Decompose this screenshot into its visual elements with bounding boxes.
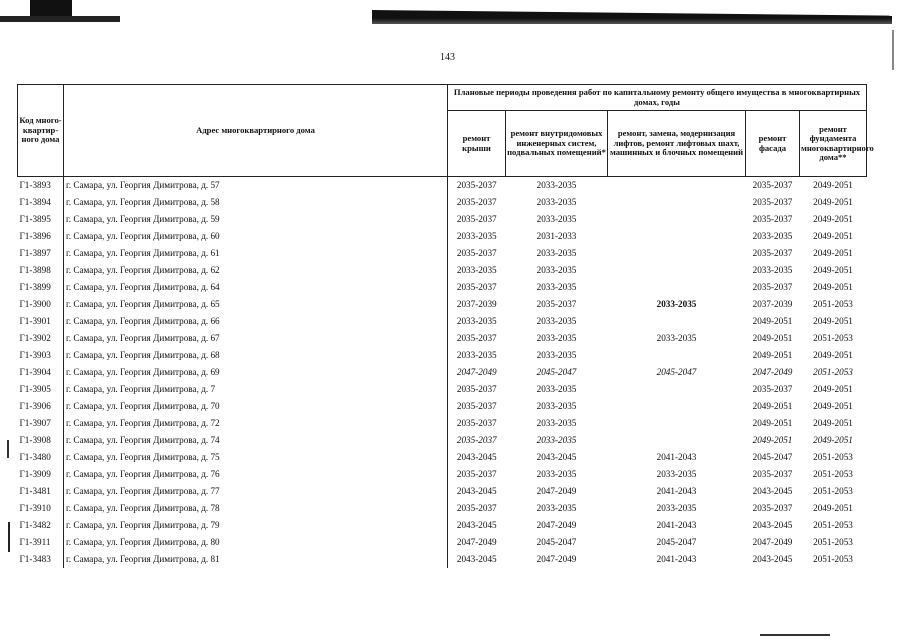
row-code: Г1-3895 [19,214,51,225]
row-engineering: 2047-2049 [536,554,577,565]
row-elevators [608,279,746,296]
row-elevators [608,432,746,449]
row-address: г. Самара, ул. Георгия Димитрова, д. 70 [64,398,448,415]
table-row [18,381,867,398]
row-engineering: 2045-2047 [536,537,577,548]
row-elevators [608,262,746,279]
row-address: г. Самара, ул. Георгия Димитрова, д. 61 [64,245,448,262]
row-engineering: 2033-2035 [536,214,577,225]
row-foundation: 2049-2051 [813,418,853,429]
scan-artifact [7,440,9,458]
row-address: г. Самара, ул. Георгия Димитрова, д. 77 [64,483,448,500]
row-roof: 2035-2037 [448,194,506,211]
row-roof: 2035-2037 [448,500,506,517]
row-elevators [608,211,746,228]
row-elevators [608,347,746,364]
row-foundation: 2051-2053 [813,452,853,463]
row-roof: 2033-2035 [448,313,506,330]
row-engineering: 2031-2033 [536,231,577,242]
scan-artifact [0,16,120,22]
row-engineering: 2033-2035 [536,180,577,191]
row-address: г. Самара, ул. Георгия Димитрова, д. 69 [64,364,448,381]
header-address: Адрес многоквартирного дома [64,85,448,177]
row-engineering: 2033-2035 [536,401,577,412]
table-row [18,500,867,517]
row-foundation: 2049-2051 [813,316,853,327]
row-address: г. Самара, ул. Георгия Димитрова, д. 80 [64,534,448,551]
row-facade: 2035-2037 [752,214,793,225]
row-code: Г1-3893 [19,180,51,191]
row-address: г. Самара, ул. Георгия Димитрова, д. 66 [64,313,448,330]
row-foundation: 2051-2053 [813,554,853,565]
row-foundation: 2051-2053 [813,520,853,531]
row-elevators: 2041-2043 [656,554,697,565]
row-foundation: 2049-2051 [813,265,853,276]
row-foundation: 2049-2051 [813,282,853,293]
row-engineering: 2033-2035 [536,503,577,514]
row-address: г. Самара, ул. Георгия Димитрова, д. 62 [64,262,448,279]
row-engineering: 2033-2035 [536,197,577,208]
table-row [18,228,867,245]
row-roof: 2047-2049 [448,534,506,551]
table-row [18,466,867,483]
row-address: г. Самара, ул. Георгия Димитрова, д. 81 [64,551,448,568]
row-foundation: 2051-2053 [813,333,853,344]
row-roof: 2035-2037 [448,211,506,228]
table-row [18,551,867,568]
row-code: Г1-3905 [19,384,51,395]
row-code: Г1-3894 [19,197,51,208]
row-foundation: 2049-2051 [813,503,853,514]
row-code: Г1-3907 [19,418,51,429]
row-facade: 2049-2051 [752,418,793,429]
row-roof: 2033-2035 [448,347,506,364]
row-foundation: 2051-2053 [813,537,853,548]
row-elevators: 2041-2043 [656,486,697,497]
row-engineering: 2033-2035 [536,333,577,344]
row-elevators: 2041-2043 [656,520,697,531]
row-foundation: 2049-2051 [813,197,853,208]
row-elevators [608,415,746,432]
row-address: г. Самара, ул. Георгия Димитрова, д. 72 [64,415,448,432]
table-row [18,177,867,195]
row-address: г. Самара, ул. Георгия Димитрова, д. 59 [64,211,448,228]
row-roof: 2043-2045 [448,449,506,466]
row-roof: 2035-2037 [448,245,506,262]
row-foundation: 2049-2051 [813,350,853,361]
row-facade: 2033-2035 [752,265,793,276]
row-address: г. Самара, ул. Георгия Димитрова, д. 78 [64,500,448,517]
row-address: г. Самара, ул. Георгия Димитрова, д. 64 [64,279,448,296]
row-facade: 2035-2037 [752,282,793,293]
row-code: Г1-3483 [19,554,51,565]
header-code: Код много-квартир-ного дома [18,85,64,177]
row-foundation: 2051-2053 [813,367,853,378]
row-address: г. Самара, ул. Георгия Димитрова, д. 67 [64,330,448,347]
row-code: Г1-3899 [19,282,51,293]
header-group: Плановые периоды проведения работ по капитальному ремонту общего имущества в многоквартирных домах, годы [448,85,867,111]
row-facade: 2035-2037 [752,197,793,208]
row-engineering: 2033-2035 [536,418,577,429]
row-roof: 2035-2037 [448,415,506,432]
row-roof: 2035-2037 [448,466,506,483]
row-address: г. Самара, ул. Георгия Димитрова, д. 68 [64,347,448,364]
row-roof: 2047-2049 [448,364,506,381]
row-facade: 2035-2037 [752,180,793,191]
row-roof: 2033-2035 [448,228,506,245]
row-engineering: 2035-2037 [536,299,577,310]
row-facade: 2043-2045 [752,520,793,531]
row-address: г. Самара, ул. Георгия Димитрова, д. 7 [64,381,448,398]
table-row [18,330,867,347]
row-facade: 2035-2037 [752,503,793,514]
table-row [18,534,867,551]
row-foundation: 2049-2051 [813,214,853,225]
row-code: Г1-3903 [19,350,51,361]
table-row [18,262,867,279]
row-address: г. Самара, ул. Георгия Димитрова, д. 75 [64,449,448,466]
table-row [18,347,867,364]
row-facade: 2049-2051 [752,316,793,327]
row-facade: 2049-2051 [752,350,793,361]
row-elevators: 2045-2047 [656,367,697,378]
row-code: Г1-3897 [19,248,51,259]
table-row [18,483,867,500]
row-engineering: 2047-2049 [536,520,577,531]
row-engineering: 2033-2035 [536,316,577,327]
row-foundation: 2051-2053 [813,299,853,310]
table-row [18,313,867,330]
table-row [18,364,867,381]
header-engineering: ремонт внутридомовых инженерных систем, подвальных помещений* [506,111,608,177]
scan-artifact [8,522,10,552]
row-foundation: 2049-2051 [813,180,853,191]
row-foundation: 2049-2051 [813,248,853,259]
row-code: Г1-3901 [19,316,51,327]
table-row [18,194,867,211]
row-roof: 2035-2037 [448,279,506,296]
row-roof: 2043-2045 [448,551,506,568]
row-facade: 2045-2047 [752,452,793,463]
row-foundation: 2049-2051 [813,384,853,395]
row-address: г. Самара, ул. Георгия Димитрова, д. 74 [64,432,448,449]
row-code: Г1-3904 [19,367,51,378]
row-elevators [608,194,746,211]
row-elevators [608,177,746,195]
row-elevators [608,313,746,330]
row-foundation: 2049-2051 [813,435,853,446]
table-row [18,211,867,228]
page-number: 143 [440,52,455,63]
scan-artifact [372,10,892,24]
row-engineering: 2033-2035 [536,435,577,446]
row-elevators [608,398,746,415]
row-facade: 2047-2049 [752,367,793,378]
row-elevators [608,245,746,262]
row-facade: 2037-2039 [752,299,793,310]
row-address: г. Самара, ул. Георгия Димитрова, д. 65 [64,296,448,313]
row-engineering: 2033-2035 [536,248,577,259]
row-code: Г1-3480 [19,452,51,463]
row-roof: 2037-2039 [448,296,506,313]
table-row [18,398,867,415]
row-address: г. Самара, ул. Георгия Димитрова, д. 58 [64,194,448,211]
row-foundation: 2049-2051 [813,231,853,242]
row-engineering: 2045-2047 [536,367,577,378]
row-code: Г1-3481 [19,486,51,497]
row-elevators: 2033-2035 [656,333,697,344]
table-row [18,279,867,296]
table-row [18,296,867,313]
row-roof: 2035-2037 [448,177,506,195]
row-facade: 2049-2051 [752,401,793,412]
row-elevators: 2041-2043 [656,452,697,463]
row-code: Г1-3911 [19,537,51,548]
row-facade: 2049-2051 [752,333,793,344]
row-address: г. Самара, ул. Георгия Димитрова, д. 60 [64,228,448,245]
header-facade: ремонт фасада [746,111,800,177]
header-roof: ремонт крыши [448,111,506,177]
row-code: Г1-3896 [19,231,51,242]
row-roof: 2033-2035 [448,262,506,279]
row-engineering: 2033-2035 [536,384,577,395]
row-foundation: 2049-2051 [813,401,853,412]
row-facade: 2035-2037 [752,248,793,259]
row-foundation: 2051-2053 [813,469,853,480]
row-elevators [608,381,746,398]
row-facade: 2049-2051 [752,435,793,446]
row-code: Г1-3898 [19,265,51,276]
table-row [18,415,867,432]
table-row [18,245,867,262]
row-code: Г1-3906 [19,401,51,412]
scan-artifact [892,30,894,70]
row-facade: 2043-2045 [752,486,793,497]
row-engineering: 2033-2035 [536,282,577,293]
row-code: Г1-3900 [19,299,51,310]
row-elevators: 2033-2035 [656,503,697,514]
row-engineering: 2033-2035 [536,469,577,480]
row-facade: 2035-2037 [752,469,793,480]
table-row [18,432,867,449]
row-code: Г1-3902 [19,333,51,344]
row-code: Г1-3482 [19,520,51,531]
row-roof: 2043-2045 [448,517,506,534]
row-roof: 2043-2045 [448,483,506,500]
table-row [18,517,867,534]
row-elevators: 2033-2035 [656,469,697,480]
row-facade: 2033-2035 [752,231,793,242]
row-roof: 2035-2037 [448,398,506,415]
row-code: Г1-3910 [19,503,51,514]
row-roof: 2035-2037 [448,330,506,347]
row-address: г. Самара, ул. Георгия Димитрова, д. 57 [64,177,448,195]
header-foundation: ремонт фундамента многоквартирного дома** [800,111,867,177]
scan-artifact [760,634,830,636]
row-elevators [608,228,746,245]
row-roof: 2035-2037 [448,381,506,398]
repair-schedule-table [17,84,874,568]
row-address: г. Самара, ул. Георгия Димитрова, д. 79 [64,517,448,534]
row-roof: 2035-2037 [448,432,506,449]
row-elevators: 2033-2035 [656,299,697,310]
row-facade: 2043-2045 [752,554,793,565]
row-code: Г1-3909 [19,469,51,480]
row-engineering: 2033-2035 [536,265,577,276]
table-row [18,449,867,466]
row-engineering: 2047-2049 [536,486,577,497]
row-code: Г1-3908 [19,435,51,446]
row-engineering: 2043-2045 [536,452,577,463]
row-facade: 2047-2049 [752,537,793,548]
header-elevators: ремонт, замена, модернизация лифтов, ремонт лифтовых шахт, машинных и блочных помещений [608,111,746,177]
row-facade: 2035-2037 [752,384,793,395]
row-engineering: 2033-2035 [536,350,577,361]
row-foundation: 2051-2053 [813,486,853,497]
row-address: г. Самара, ул. Георгия Димитрова, д. 76 [64,466,448,483]
row-elevators: 2045-2047 [656,537,697,548]
